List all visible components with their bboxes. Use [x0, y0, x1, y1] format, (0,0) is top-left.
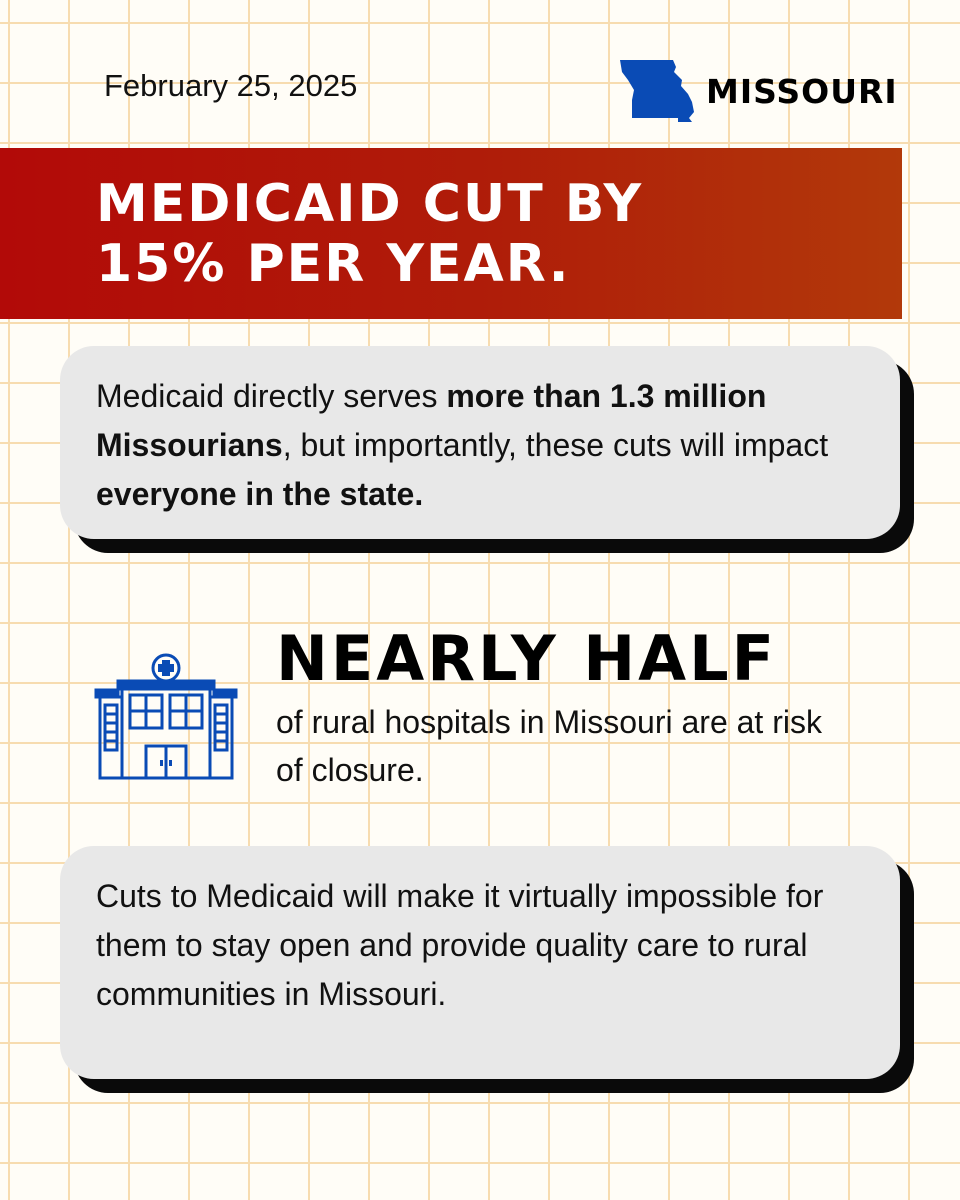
info-card-rural-care	[60, 846, 900, 1079]
info-card-beneficiaries	[60, 346, 900, 539]
stat-description: of rural hospitals in Missouri are at risk of closure.	[276, 704, 822, 788]
headline-banner	[0, 148, 902, 319]
state-name: MISSOURI	[706, 72, 898, 111]
headline-line-1: MEDICAID CUT BY	[96, 174, 644, 234]
headline	[96, 174, 643, 294]
stat-headline: NEARLY HALF	[276, 622, 778, 695]
date-label: February 25, 2025	[104, 68, 358, 103]
missouri-state-map-icon	[618, 58, 700, 126]
state-badge	[618, 58, 908, 128]
hospital-icon	[94, 652, 238, 780]
card-text-part: Medicaid directly serves	[96, 378, 447, 414]
card-text-part: , but importantly, these cuts will impact	[282, 427, 829, 463]
card-emphasis: everyone in the state.	[96, 476, 424, 512]
info-card-text: Cuts to Medicaid will make it virtually impossible for them to stay open and provide quality care to rural communities in Missouri.	[96, 878, 824, 1012]
info-card-text	[96, 372, 876, 519]
card-emphasis: more than 1.3 million Missourians	[96, 378, 767, 463]
headline-line-2: 15% PER YEAR.	[96, 234, 571, 294]
